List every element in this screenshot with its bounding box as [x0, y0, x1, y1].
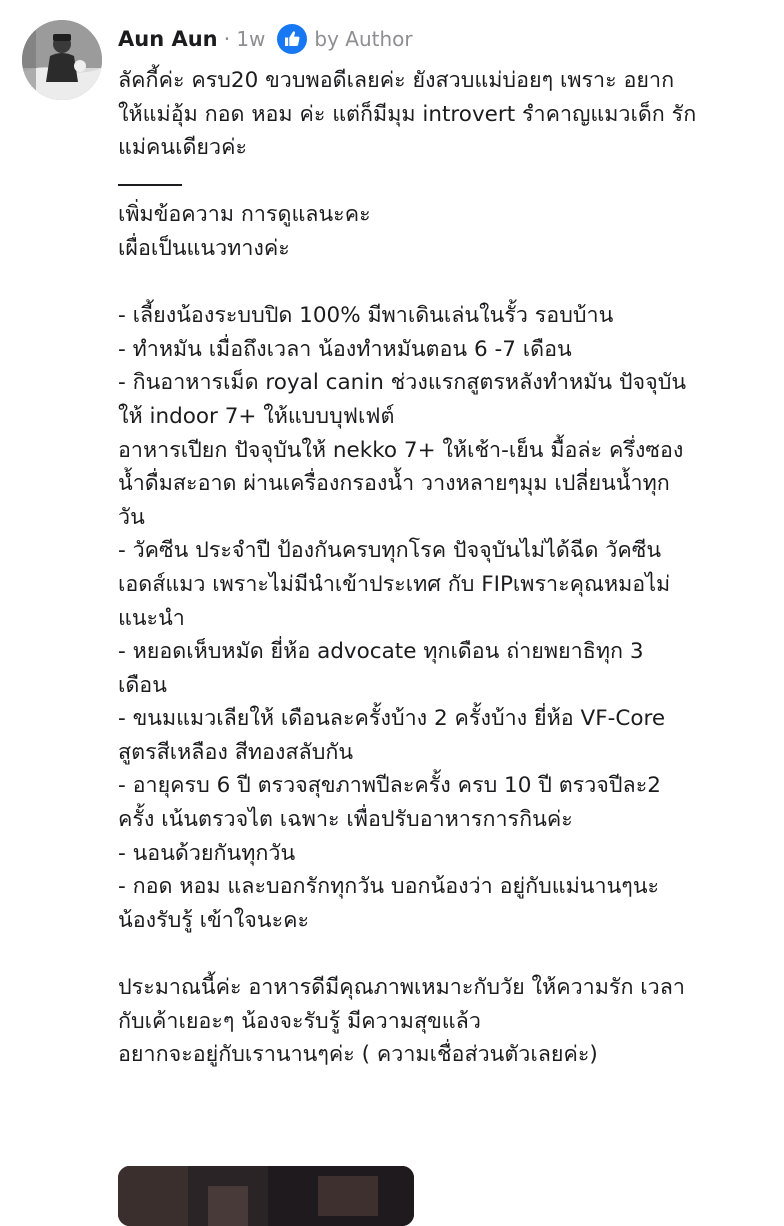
comment-line: ให้ indoor 7+ ให้แบบบุฟเฟต์ — [118, 403, 395, 429]
comment-body-continued — [118, 198, 768, 1071]
avatar[interactable] — [22, 20, 102, 100]
comment-line: - ทำหมัน เมื่อถึงเวลา น้องทำหมันตอน 6 -7 เดือน — [118, 336, 572, 362]
text-divider — [118, 165, 768, 199]
timestamp[interactable]: 1w — [236, 27, 266, 51]
author-name[interactable]: Aun Aun — [118, 27, 218, 51]
comment-line: เอดส์แมว เพราะไม่มีนำเข้าประเทศ กับ FIPเพราะคุณหมอไม่ — [118, 571, 671, 597]
comment-line: วัน — [118, 504, 145, 530]
separator-dot: · — [223, 27, 231, 51]
comment-body — [118, 64, 768, 1072]
comment-line: - เลี้ยงน้องระบบปิด 100% มีพาเดินเล่นในรั้ว รอบบ้าน — [118, 303, 614, 329]
comment-line: - อายุครบ 6 ปี ตรวจสุขภาพปีละครั้ง ครบ 10 ปี ตรวจปีละ2 — [118, 773, 661, 799]
comment-line: อาหารเปียก ปัจจุบันให้ nekko 7+ ให้เช้า-เย็น มื้อล่ะ ครึ่งซอง — [118, 437, 684, 463]
comment-line: น้องรับรู้ เข้าใจนะคะ — [118, 907, 310, 933]
comment-line: - กินอาหารเม็ด royal canin ช่วงแรกสูตรหลังทำหมัน ปัจจุบัน — [118, 370, 687, 396]
comment-line: ครั้ง เน้นตรวจไต เฉพาะ เพื่อปรับอาหารการกินค่ะ — [118, 807, 573, 833]
blank-line — [118, 937, 768, 971]
comment-header — [118, 22, 413, 56]
comment-line: อยากจะอยู่กับเรานานๆค่ะ ( ความเชื่อส่วนตัวเลยค่ะ) — [118, 1042, 598, 1068]
comment-line: แนะนำ — [118, 605, 185, 631]
attached-photo[interactable] — [118, 1166, 414, 1226]
comment-line: กับเค้าเยอะๆ น้องจะรับรู้ มีความสุขแล้ว — [118, 1008, 481, 1034]
comment-line: ให้แม่อุ้ม กอด หอม ค่ะ แต่ก็มีมุม introvert รำคาญแมวเด็ก รัก — [118, 101, 697, 127]
liked-by-author: by Author — [314, 27, 413, 51]
comment-line: - หยอดเห็บหมัด ยี่ห้อ advocate ทุกเดือน ถ่ายพยาธิทุก 3 — [118, 639, 644, 665]
comment-line: เพิ่มข้อความ การดูแลนะคะ — [118, 202, 371, 228]
comment-line: เผื่อเป็นแนวทางค่ะ — [118, 235, 290, 261]
comment-line: ประมาณนี้ค่ะ อาหารดีมีคุณภาพเหมาะกับวัย ให้ความรัก เวลา — [118, 975, 685, 1001]
comment-line: แม่คนเดียวค่ะ — [118, 135, 248, 161]
comment-line: สูตรสีเหลือง สีทองสลับกัน — [118, 739, 354, 765]
comment-line: ลัคกี้ค่ะ ครบ20 ขวบพอดีเลยค่ะ ยังสวบแม่บ่อยๆ เพราะ อยาก — [118, 68, 675, 93]
thumbs-up-icon — [277, 24, 307, 54]
comment-line: - วัคซีน ประจำปี ป้องกันครบทุกโรค ปัจจุบันไม่ได้ฉีด วัคซีน — [118, 538, 662, 564]
comment-line: - ขนมแมวเลียให้ เดือนละครั้งบ้าง 2 ครั้งบ้าง ยี่ห้อ VF-Core — [118, 706, 666, 732]
comment-line: เดือน — [118, 672, 167, 698]
comment-line: - กอด หอม และบอกรักทุกวัน บอกน้องว่า อยู่กับแม่นานๆนะ — [118, 874, 660, 900]
comment-line: - นอนด้วยกันทุกวัน — [118, 840, 296, 866]
blank-line — [118, 266, 768, 300]
comment-line: น้ำดื่มสะอาด ผ่านเครื่องกรองน้ำ วางหลายๆมุม เปลี่ยนน้ำทุก — [118, 471, 670, 497]
